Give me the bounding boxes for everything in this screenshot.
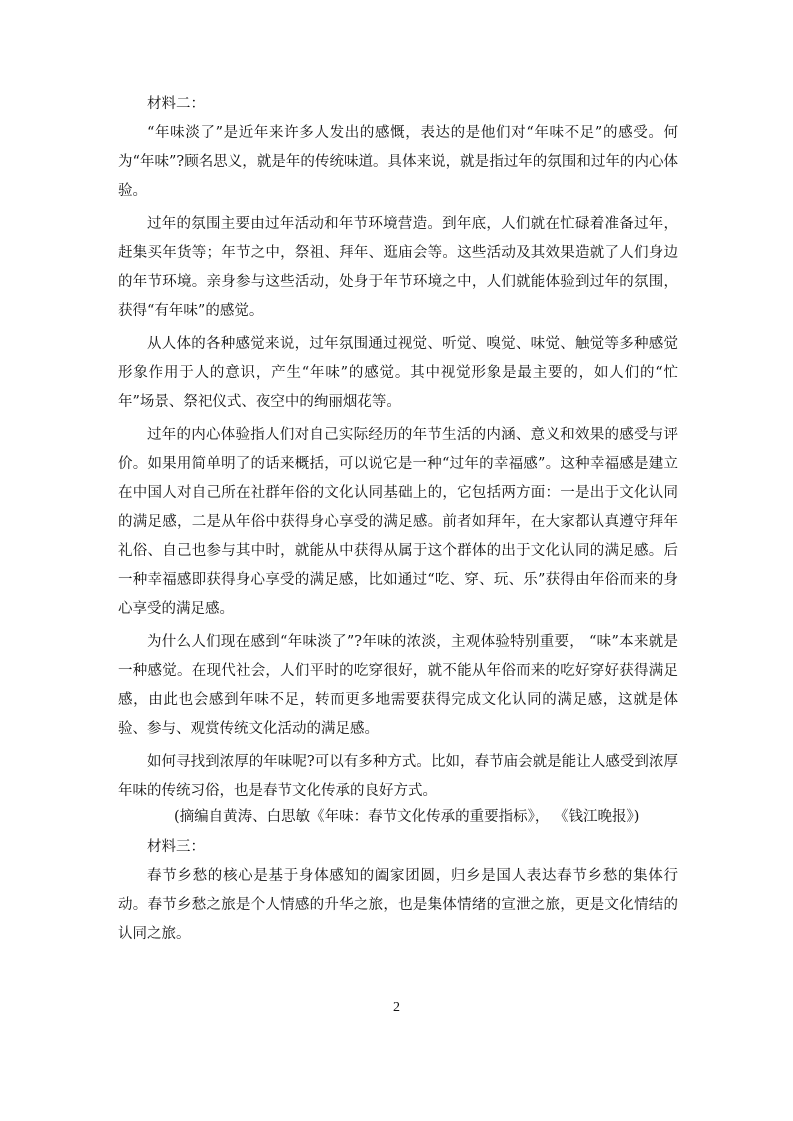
page-number: 2: [393, 1000, 400, 1015]
material-3-label: 材料三：: [147, 839, 205, 855]
material-2-paragraph-5: 为什么人们现在感到“年味淡了”?年味的浓淡，主观体验特别重要， “味”本来就是一种感觉。在现代社会，人们平时的吃穿很好，就不能从年俗而来的吃好穿好获得满足感，由此也会感到年味不足，转而更多地需要获得完成文化认同的满足感，这就是体验、参与、观赏传统文化活动的满足感。: [118, 634, 678, 737]
material-2-paragraph-4: 过年的内心体验指人们对自己实际经历的年节生活的内涵、意义和效果的感受与评价。如果用简单明了的话来概括，可以说它是一种“过年的幸福感”。这种幸福感是建立在中国人对自己所在社群年俗的文化认同基础上的，它包括两方面：一是出于文化认同的满足感，二是从年俗中获得身心享受的满足感。前者如拜年，在大家都认真遵守拜年礼俗、自己也参与其中时，就能从中获得从属于这个群体的出于文化认同的满足感。后一种幸福感即获得身心享受的满足感，比如通过“吃、穿、玩、乐”获得由年俗而来的身心享受的满足感。: [118, 427, 678, 617]
material-2-source-citation: (摘编自黄涛、白思敏《年味：春节文化传承的重要指标》， 《钱江晚报》): [174, 809, 640, 825]
material-3-paragraph-1: 春节乡愁的核心是基于身体感知的阖家团圆，归乡是国人表达春节乡愁的集体行动。春节乡愁之旅是个人情感的升华之旅，也是集体情绪的宣泄之旅，更是文化情结的认同之旅。: [118, 868, 678, 942]
document-body: [118, 90, 678, 953]
material-2-label: 材料二：: [147, 96, 205, 112]
material-2-paragraph-2: 过年的氛围主要由过年活动和年节环境营造。到年底，人们就在忙碌着准备过年，赶集买年货等；年节之中，祭祖、拜年、逛庙会等。这些活动及其效果造就了人们身边的年节环境。亲身参与这些活动，处身于年节环境之中，人们就能体验到过年的氛围，获得“有年味”的感觉。: [118, 216, 678, 319]
material-2-paragraph-3: 从人体的各种感觉来说，过年氛围通过视觉、听觉、嗅觉、味觉、触觉等多种感觉形象作用于人的意识，产生“年味”的感觉。其中视觉形象是最主要的，如人们的“忙年”场景、祭祀仪式、夜空中的绚丽烟花等。: [118, 336, 678, 410]
material-2-paragraph-1: “年味淡了”是近年来许多人发出的感慨，表达的是他们对“年味不足”的感受。何为“年味”?顾名思义，就是年的传统味道。具体来说，就是指过年的氛围和过年的内心体验。: [118, 125, 678, 199]
material-2-paragraph-6: 如何寻找到浓厚的年味呢?可以有多种方式。比如，春节庙会就是能让人感受到浓厚年味的传统习俗，也是春节文化传承的良好方式。: [118, 754, 678, 799]
